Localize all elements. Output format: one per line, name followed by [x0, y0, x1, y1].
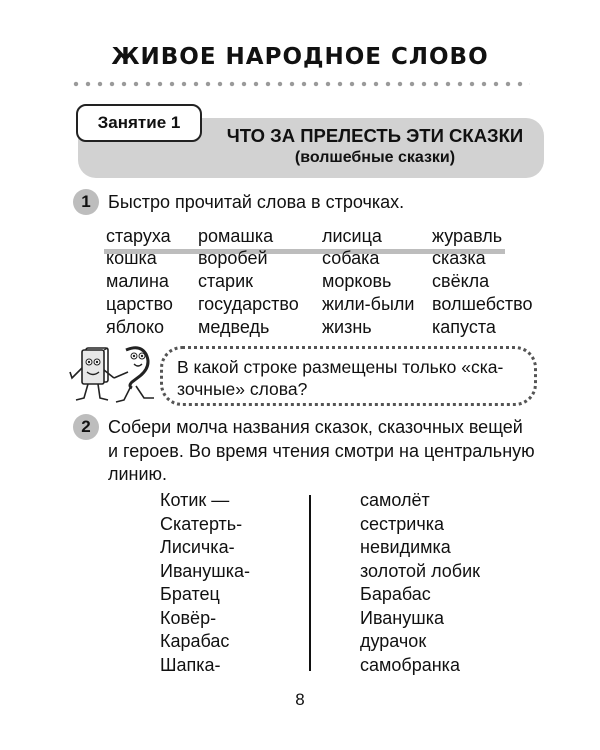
word-cell: журавль: [432, 226, 503, 246]
word-cell: волшебство: [432, 294, 533, 314]
word-cell: жили-были: [322, 294, 415, 314]
word-cell: свёкла: [432, 271, 490, 291]
lesson-tab: Занятие 1: [76, 104, 202, 142]
left-word: Котик —: [160, 490, 230, 510]
center-reading-line: [309, 495, 311, 671]
word-cell: морковь: [322, 271, 392, 291]
word-cell: яблоко: [106, 317, 165, 337]
page-number: 8: [295, 690, 305, 709]
right-word: сестричка: [360, 513, 444, 534]
word-cell: собака: [322, 248, 380, 268]
word-cell: кошка: [106, 248, 157, 268]
question-bubble: [160, 346, 537, 406]
word-cell: капуста: [432, 317, 496, 337]
word-cell: сказка: [432, 248, 486, 268]
dotted-divider: [70, 80, 530, 88]
left-word: Иванушка-: [160, 560, 250, 581]
left-word: Карабас: [160, 631, 230, 651]
right-word: дурачок: [360, 631, 427, 651]
left-word: Шапка-: [160, 654, 221, 675]
task2-instruction-line-3: линию.: [108, 464, 168, 484]
word-cell: ромашка: [198, 226, 274, 246]
right-word: невидимка: [360, 537, 451, 557]
left-word: Скатерть-: [160, 513, 243, 534]
word-cell: царство: [106, 294, 173, 314]
book-and-letter-characters-icon: [68, 342, 160, 408]
right-word: Барабас: [360, 584, 431, 604]
task-number-1: 1: [73, 189, 99, 215]
left-word: Лисичка-: [160, 537, 235, 557]
page-title: ЖИВОЕ НАРОДНОЕ СЛОВО: [111, 44, 489, 70]
task1-instruction: Быстро прочитай слова в строчках.: [108, 192, 405, 212]
right-word: золотой лобик: [360, 560, 481, 581]
word-cell: воробей: [198, 248, 268, 268]
task2-instruction-line-2: и героев. Во время чтения смотри на центральную: [108, 441, 535, 461]
word-cell: жизнь: [322, 317, 372, 337]
left-word: Братец: [160, 584, 220, 604]
task2-instruction-line-1: Собери молча названия сказок, сказочных вещей: [108, 417, 523, 437]
word-cell: старуха: [106, 226, 171, 246]
right-word: самобранка: [360, 654, 460, 675]
question-line-2: зочные» слова?: [177, 379, 308, 399]
word-cell: малина: [106, 271, 169, 291]
lesson-subheading: (волшебные сказки): [294, 149, 456, 166]
left-word: Ковёр-: [160, 607, 217, 628]
word-cell: государство: [198, 294, 299, 314]
right-word: Иванушка: [360, 607, 444, 628]
question-line-1: В какой строке размещены только «ска-: [177, 357, 504, 377]
task-number-2: 2: [73, 414, 99, 440]
word-cell: старик: [198, 271, 253, 291]
word-cell: лисица: [322, 226, 382, 246]
word-cell: медведь: [198, 317, 270, 337]
lesson-heading: ЧТО ЗА ПРЕЛЕСТЬ ЭТИ СКАЗКИ: [226, 125, 524, 146]
right-word: самолёт: [360, 490, 430, 510]
